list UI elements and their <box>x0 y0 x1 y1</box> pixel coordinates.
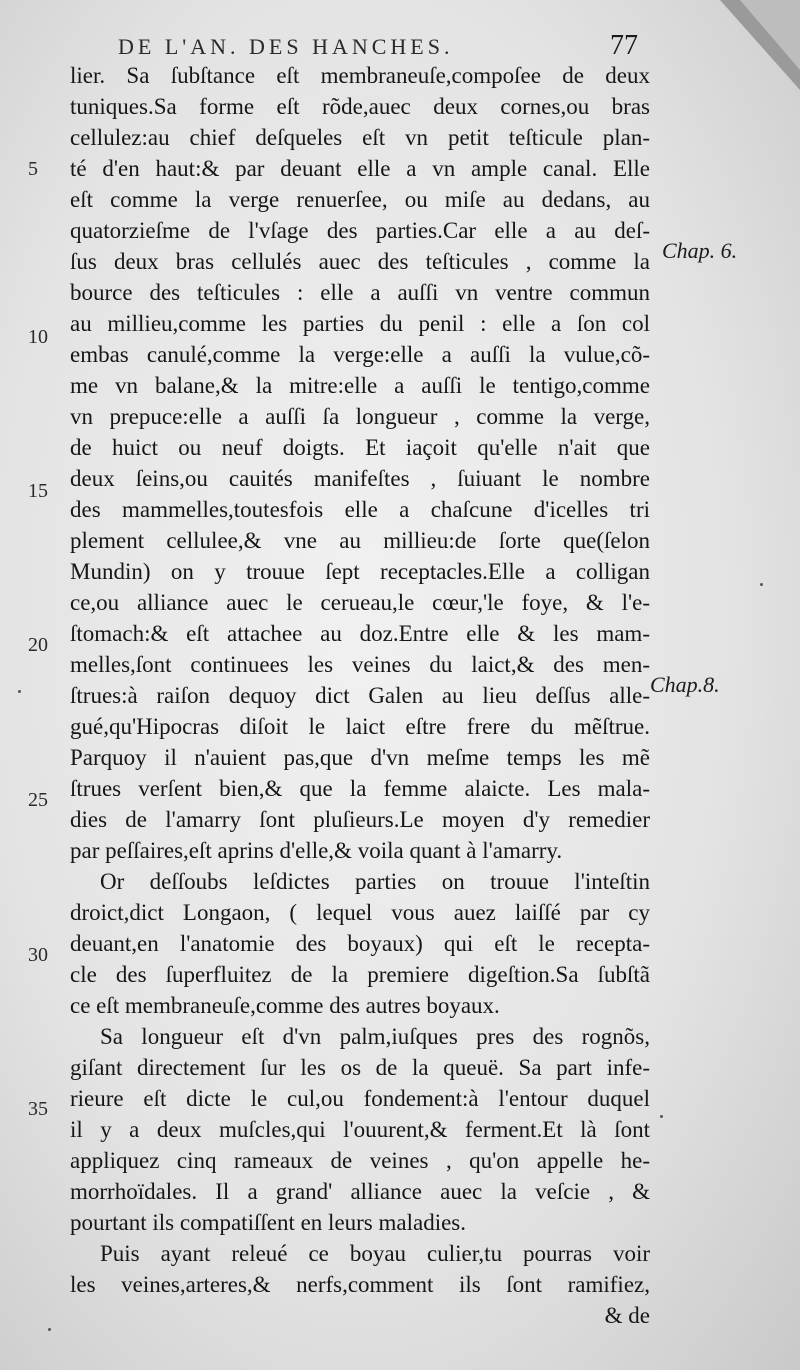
text-line: Sa longueur eſt d'vn palm,iuſques pres des rognõs, <box>100 1024 650 1049</box>
text-line: Parquoy il n'auient pas,que d'vn meſme temps les mẽ <box>70 745 650 770</box>
text-line: té d'en haut:& par deuant elle a vn ample canal. Elle <box>70 156 650 181</box>
text-line: gué,qu'Hipocras diſoit le laict eſtre frere du mẽſtrue. <box>70 714 650 739</box>
paper-speck <box>18 690 21 693</box>
text-line: cle des ſuperfluitez de la premiere digeſtion.Sa ſubſtã <box>70 962 650 987</box>
line-number: 35 <box>28 1098 48 1120</box>
text-line: de huict ou neuf doigts. Et iaçoit qu'elle n'ait que <box>70 435 650 460</box>
paper-speck <box>760 583 763 586</box>
text-line: appliquez cinq rameaux de veines , qu'on appelle he- <box>70 1148 650 1173</box>
page-corner-fold <box>720 0 800 90</box>
text-line: droict,dict Longaon, ( lequel vous auez laiſſé par cy <box>70 900 650 925</box>
text-line: melles,ſont continuees les veines du laict,& des men- <box>70 652 650 677</box>
text-line: des mammelles,toutesfois elle a chaſcune d'icelles tri <box>70 497 650 522</box>
line-number: 30 <box>28 944 48 966</box>
text-line: Or deſſoubs leſdictes parties on trouue l'inteſtin <box>100 869 650 894</box>
text-line: les veines,arteres,& nerfs,comment ils ſont ramifiez, <box>70 1272 650 1297</box>
body-text <box>70 60 650 1331</box>
text-line: ce,ou alliance auec le cerueau,le cœur,'le foye, & l'e- <box>70 590 650 615</box>
text-line: cellulez:au chief deſqueles eſt vn petit teſticule plan- <box>70 125 650 150</box>
text-line: tuniques.Sa forme eſt rõde,auec deux cornes,ou bras <box>70 94 650 119</box>
text-line: Mundin) on y trouue ſept receptacles.Elle a colligan <box>70 559 650 584</box>
text-line: Puis ayant releué ce boyau culier,tu pourras voir <box>100 1241 650 1266</box>
text-line: quatorzieſme de l'vſage des parties.Car elle a au deſ- <box>70 218 650 243</box>
text-line: ce eſt membraneuſe,comme des autres boyaux. <box>70 993 500 1018</box>
line-number: 10 <box>28 326 48 348</box>
text-line: deux ſeins,ou cauités manifeſtes , ſuiuant le nombre <box>70 466 650 491</box>
catchword: & de <box>604 1303 650 1328</box>
line-number: 15 <box>28 480 48 502</box>
text-line: eſt comme la verge renuerſee, ou miſe au dedans, au <box>70 187 650 212</box>
line-number: 25 <box>28 789 48 811</box>
text-line: me vn balane,& la mitre:elle a auſſi le tentigo,comme <box>70 373 650 398</box>
text-line: ſus deux bras cellulés auec des teſticules , comme la <box>70 249 650 274</box>
text-line: deuant,en l'anatomie des boyaux) qui eſt le recepta- <box>70 931 650 956</box>
text-line: pourtant ils compatiſſent en leurs maladies. <box>70 1210 467 1235</box>
text-line: lier. Sa ſubſtance eſt membraneuſe,compoſee de deux <box>70 63 650 88</box>
text-line: dies de l'amarry ſont pluſieurs.Le moyen d'y remedier <box>70 807 650 832</box>
margin-note-chapter: Chap. 6. <box>662 238 738 263</box>
running-title: DE L'AN. DES HANCHES. <box>118 34 454 59</box>
text-line: rieure eſt dicte le cul,ou fondement:à l'entour duquel <box>70 1086 650 1111</box>
page-number: 77 <box>610 30 638 61</box>
text-line: morrhoïdales. Il a grand' alliance auec la veſcie , & <box>70 1179 650 1204</box>
margin-note-chapter: Chap.8. <box>650 672 720 697</box>
text-line: au millieu,comme les parties du penil : elle a ſon col <box>70 311 650 336</box>
paper-speck <box>660 1115 663 1118</box>
text-line: ſtrues verſent bien,& que la femme alaicte. Les mala- <box>70 776 650 801</box>
text-line: ſtomach:& eſt attachee au doz.Entre elle & les mam- <box>70 621 650 646</box>
line-number: 5 <box>28 158 38 180</box>
paper-speck <box>48 1328 51 1331</box>
text-line: giſant directement ſur les os de la queuë. Sa part infe- <box>70 1055 650 1080</box>
text-line: plement cellulee,& vne au millieu:de ſorte que(ſelon <box>70 528 650 553</box>
text-line: il y a deux muſcles,qui l'ouurent,& ferment.Et là ſont <box>70 1117 650 1142</box>
line-number: 20 <box>28 634 48 656</box>
text-line: ſtrues:à raiſon dequoy dict Galen au lieu deſſus alle- <box>70 683 650 708</box>
page-header <box>118 30 638 64</box>
text-line: par peſſaires,eſt aprins d'elle,& voila quant à l'amarry. <box>70 838 563 863</box>
text-line: embas canulé,comme la verge:elle a auſſi la vulue,cõ- <box>70 342 650 367</box>
text-line: vn prepuce:elle a auſſi ſa longueur , comme la verge, <box>70 404 650 429</box>
text-line: bource des teſticules : elle a auſſi vn ventre commun <box>70 280 650 305</box>
